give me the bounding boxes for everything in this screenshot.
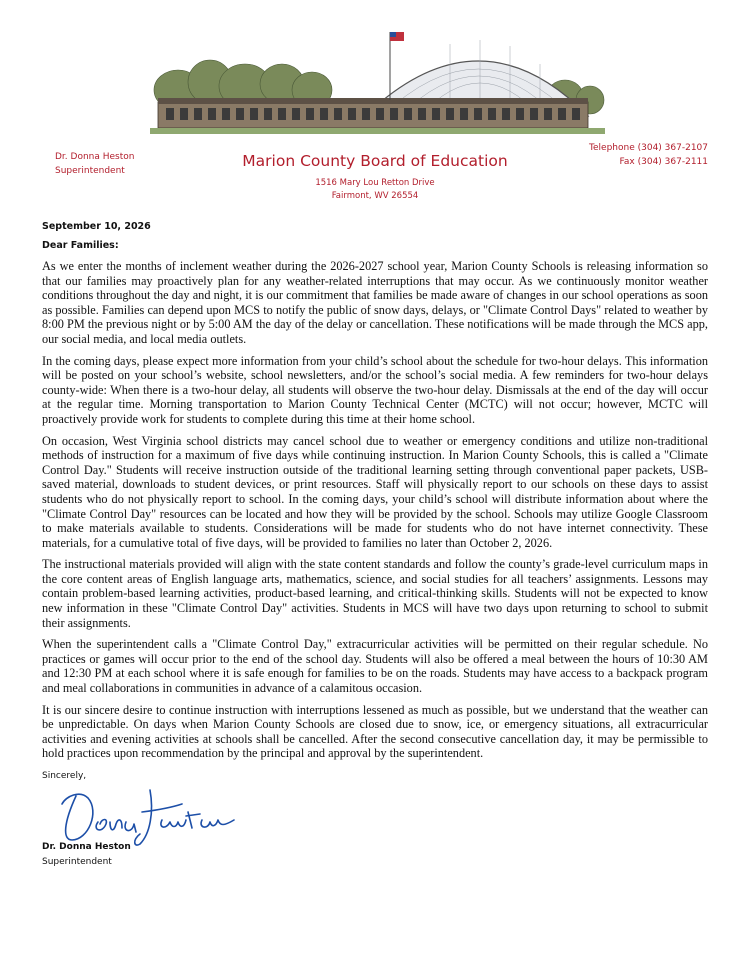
- school-building-illustration: [150, 24, 605, 138]
- address-line-2: Fairmont, WV 26554: [331, 191, 419, 201]
- salutation: Dear Families:: [42, 240, 119, 251]
- handwritten-signature: [58, 782, 243, 850]
- body-paragraph: The instructional materials provided will align with the state content standards and follow the county’s grade-level curriculum maps in the core content areas of English language arts, mathematics, science, and social studies for all teachers’ assignments. Lessons may contain problem-based learning activities, product-based learning, and critical-thinking skills. Students will not be expected to know new information in these "Climate Control Day" activities. Students in MCS will have two days upon returning to school to submit their assignments.: [42, 557, 708, 630]
- body-paragraph: As we enter the months of inclement weather during the 2026-2027 school year, Marion County Schools is releasing information so that our families may proactively plan for any weather-related interruptions that may occur. As we continuously monitor weather conditions throughout the day and night, it is our commitment that families be made aware of changes in our school operations as soon as possible. Families can depend upon MCS to notify the public of snow days, delays, or "Climate Control Days" related to weather by 8:00 PM the previous night or by 5:00 AM the day of the delay or cancellation. These notifications will be made through the MCS app, our social media, and local media outlets.: [42, 259, 708, 346]
- signer-name: Dr. Donna Heston: [42, 842, 131, 852]
- telephone: Telephone (304) 367-2107: [589, 143, 708, 153]
- body-paragraph: When the superintendent calls a "Climate Control Day," extracurricular activities will be permitted on their regular schedule. No practices or games will occur prior to the end of the school day. Students will also be offered a meal between the hours of 10:30 AM and 12:30 PM at each school where it is safe enough for families to be on the roads. Students may have access to a backpack program and meal collaborations in communities in advance of a calamitous occasion.: [42, 637, 708, 696]
- sender-title: Superintendent: [55, 166, 125, 176]
- sender-name: Dr. Donna Heston: [55, 152, 135, 162]
- organization-title: Marion County Board of Education: [242, 152, 508, 170]
- address-line-1: 1516 Mary Lou Retton Drive: [315, 178, 435, 188]
- letter-date: September 10, 2026: [42, 221, 151, 232]
- letter-body: [42, 259, 708, 768]
- body-paragraph: On occasion, West Virginia school districts may cancel school due to weather or emergency conditions and utilize non-traditional methods of instruction for a maximum of five days while continuing instruction. In Marion County Schools, this is called a "Climate Control Day." Students will receive instruction outside of the traditional learning setting through conventional paper packets, USB-saved material, downloads to student devices, or print resources. Staff will physically report to our schools on these days to assist students who do not physically report to school. In the coming days, your child’s school will distribute information about where the "Climate Control Day" resources can be located and how they will be provided by the school. Schools may utilize Google Classroom to make materials available to students. Considerations will be made for students who do not have internet connectivity. These materials, for a cumulative total of five days, will be provided to families no later than October 2, 2026.: [42, 433, 708, 550]
- body-paragraph: It is our sincere desire to continue instruction with interruptions lessened as much as possible, but we understand that the weather can be unpredictable. On days when Marion County Schools are closed due to snow, ice, or emergency situations, all extracurricular activities and evening activities at schools shall be cancelled. After the second consecutive cancellation day, it may be permissible to hold practices upon recommendation by the principal and approval by the superintendent.: [42, 702, 708, 761]
- fax: Fax (304) 367-2111: [619, 157, 708, 167]
- closing: Sincerely,: [42, 771, 87, 781]
- signer-title: Superintendent: [42, 857, 112, 867]
- organization-address: [0, 177, 750, 203]
- body-paragraph: In the coming days, please expect more information from your child’s school about the schedule for two-hour delays. This information will be posted on your school’s website, school newsletters, and/or the school’s social media. A few reminders for two-hour delays county-wide: When there is a two-hour delay, all students will observe the two-hour delay. Dismissals at the end of the day will occur at the regular time. Morning transportation to Marion County Technical Center (MCTC) will not occur; however, MCTC will proactively provide work for students to complete during this time at their home school.: [42, 353, 708, 426]
